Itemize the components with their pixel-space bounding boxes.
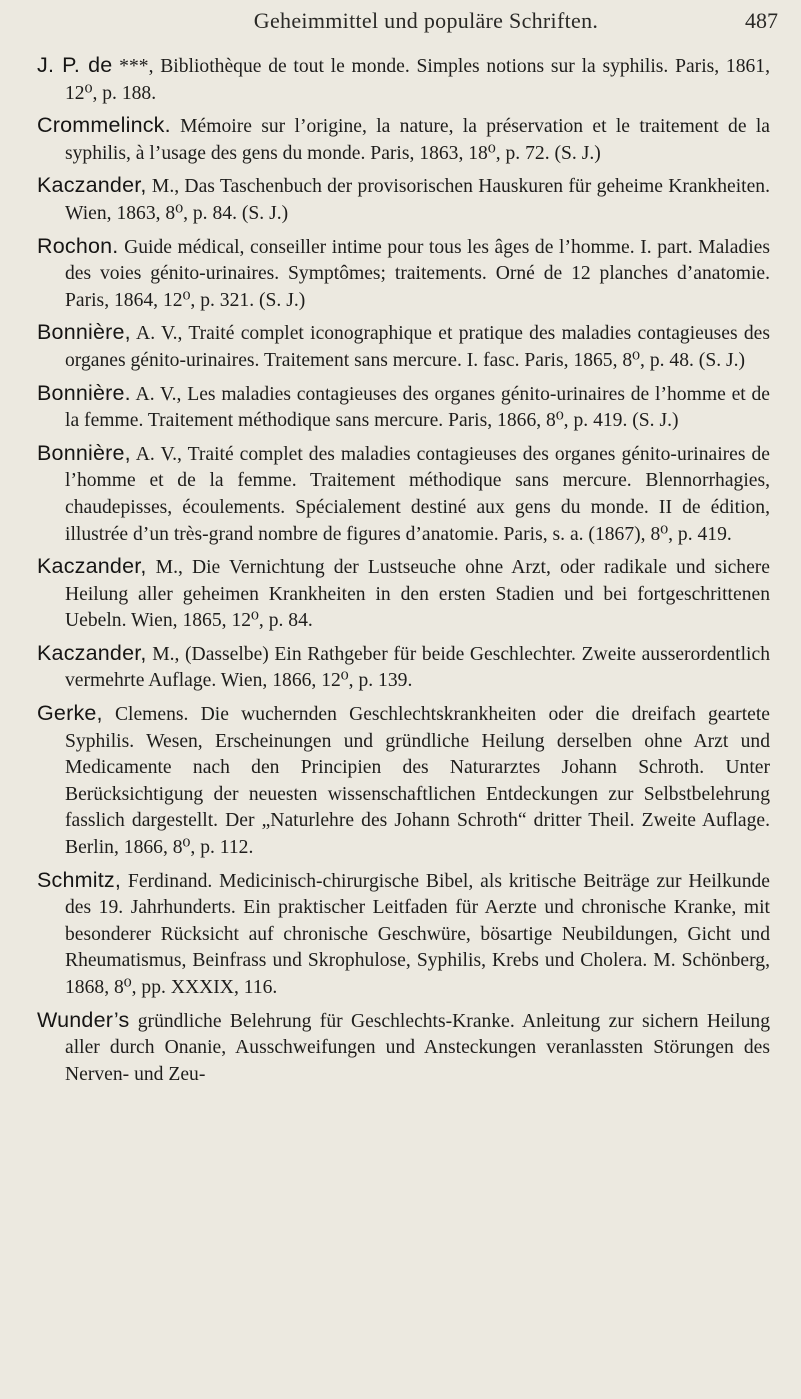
bibliography-entry — [37, 700, 770, 862]
entry-text: Mémoire sur l’origine, la nature, la préservation et le traitement de la syphilis, à l’usage des gens du monde. Paris, 1863, 18⁰, p. 72. (S. J.) — [65, 116, 770, 164]
entry-text: A. V., Traité complet des maladies contagieuses des organes génito-urinaires de l’homme et de la femme. Traitement méthodique sans mercure. Blennorrhagies, chaudepisses, écoulements. Spécialement destiné aux gens du monde. II de édition, illustrée d’un très-grand nombre de figures d’anatomie. Paris, s. a. (1867), 8⁰, p. 419. — [65, 443, 770, 545]
entry-text: M., Die Vernichtung der Lustseuche ohne Arzt, oder radikale und sichere Heilung aller geheimen Krankheiten in den ersten Stadien und bei fortgeschrittenen Uebeln. Wien, 1865, 12⁰, p. 84. — [65, 557, 770, 632]
bibliography-entry — [37, 867, 770, 1002]
entry-author: Kaczander, — [37, 640, 147, 665]
page-number: 487 — [745, 8, 778, 33]
running-header — [74, 8, 778, 42]
entry-text: A. V., Traité complet iconographique et pratique des maladies contagieuses des organes génito-urinaires. Traitement sans mercure. I. fasc. Paris, 1865, 8⁰, p. 48. (S. J.) — [65, 323, 770, 371]
entry-text: Guide médical, conseiller intime pour tous les âges de l’homme. I. part. Maladies des voies génito-urinaires. Symptômes; traitements. Orné de 12 planches d’anatomie. Paris, 1864, 12⁰, p. 321. (S. J.) — [65, 236, 770, 311]
entry-text: Clemens. Die wuchernden Geschlechtskrankheiten oder die dreifach geartete Syphilis. Wesen, Erscheinungen und gründliche Heilung derselben ohne Arzt und Medicamente nach den Principien des Naturarztes Johann Schroth. Unter Berücksichtigung der neuesten wissenschaftlichen Entdeckungen zur Selbstbelehrung fasslich dargestellt. Der „Naturlehre des Johann Schroth“ dritter Theil. Zweite Auflage. Berlin, 1866, 8⁰, p. 112. — [65, 704, 770, 859]
entry-text: ***, Bibliothèque de tout le monde. Simples notions sur la syphilis. Paris, 1861, 12⁰, p. 188. — [65, 56, 770, 104]
entry-text: Ferdinand. Medicinisch-chirurgische Bibel, als kritische Beiträge zur Heilkunde des 19. Jahrhunderts. Ein praktischer Leitfaden für Aerzte und chronische Kranke, mit besonderer Rücksicht auf chronische Geschwüre, bösartige Neubildungen, Gicht und Rheumatismus, Beinfrass und Skrophulose, Syphilis, Krebs und Cholera. M. Schönberg, 1868, 8⁰, pp. XXXIX, 116. — [65, 870, 770, 998]
entry-author: Kaczander, — [37, 173, 147, 198]
bibliography-entry — [37, 233, 770, 315]
bibliography-entry — [37, 380, 770, 435]
bibliography-entry — [37, 52, 770, 107]
bibliography-entry — [37, 172, 770, 227]
entry-author: Bonnière, — [37, 440, 131, 465]
bibliography-entry — [37, 1007, 770, 1089]
entry-text: gründliche Belehrung für Geschlechts-Kranke. Anleitung zur sichern Heilung aller durch Onanie, Ausschweifungen und Ansteckungen veranlassten Störungen des Nerven- und Zeu- — [65, 1010, 770, 1085]
bibliography-list — [37, 52, 770, 1093]
entry-author: Bonnière. — [37, 380, 131, 405]
entry-author: Wunder’s — [37, 1007, 130, 1032]
entry-text: M., Das Taschenbuch der provisorischen Hauskuren für geheime Krankheiten. Wien, 1863, 8⁰, p. 84. (S. J.) — [65, 176, 770, 224]
entry-author: Bonnière, — [37, 320, 131, 345]
entry-text: M., (Dasselbe) Ein Rathgeber für beide Geschlechter. Zweite ausserordentlich vermehrte Auflage. Wien, 1866, 12⁰, p. 139. — [65, 643, 770, 692]
running-title: Geheimmittel und populäre Schriften. — [253, 8, 599, 33]
entry-author: Schmitz, — [37, 867, 122, 892]
entry-text: A. V., Les maladies contagieuses des organes génito-urinaires de l’homme et de la femme. Traitement méthodique sans mercure. Paris, 1866, 8⁰, p. 419. (S. J.) — [65, 383, 770, 432]
entry-author: Gerke, — [37, 701, 103, 726]
bibliography-entry — [37, 319, 770, 374]
bibliography-entry — [37, 440, 770, 548]
bibliography-entry — [37, 640, 770, 695]
entry-author: J. P. de — [37, 53, 113, 77]
bibliography-entry — [37, 112, 770, 167]
bibliography-entry — [37, 553, 770, 635]
entry-author: Rochon. — [37, 233, 119, 258]
entry-author: Crommelinck. — [37, 113, 171, 138]
entry-author: Kaczander, — [37, 554, 147, 579]
